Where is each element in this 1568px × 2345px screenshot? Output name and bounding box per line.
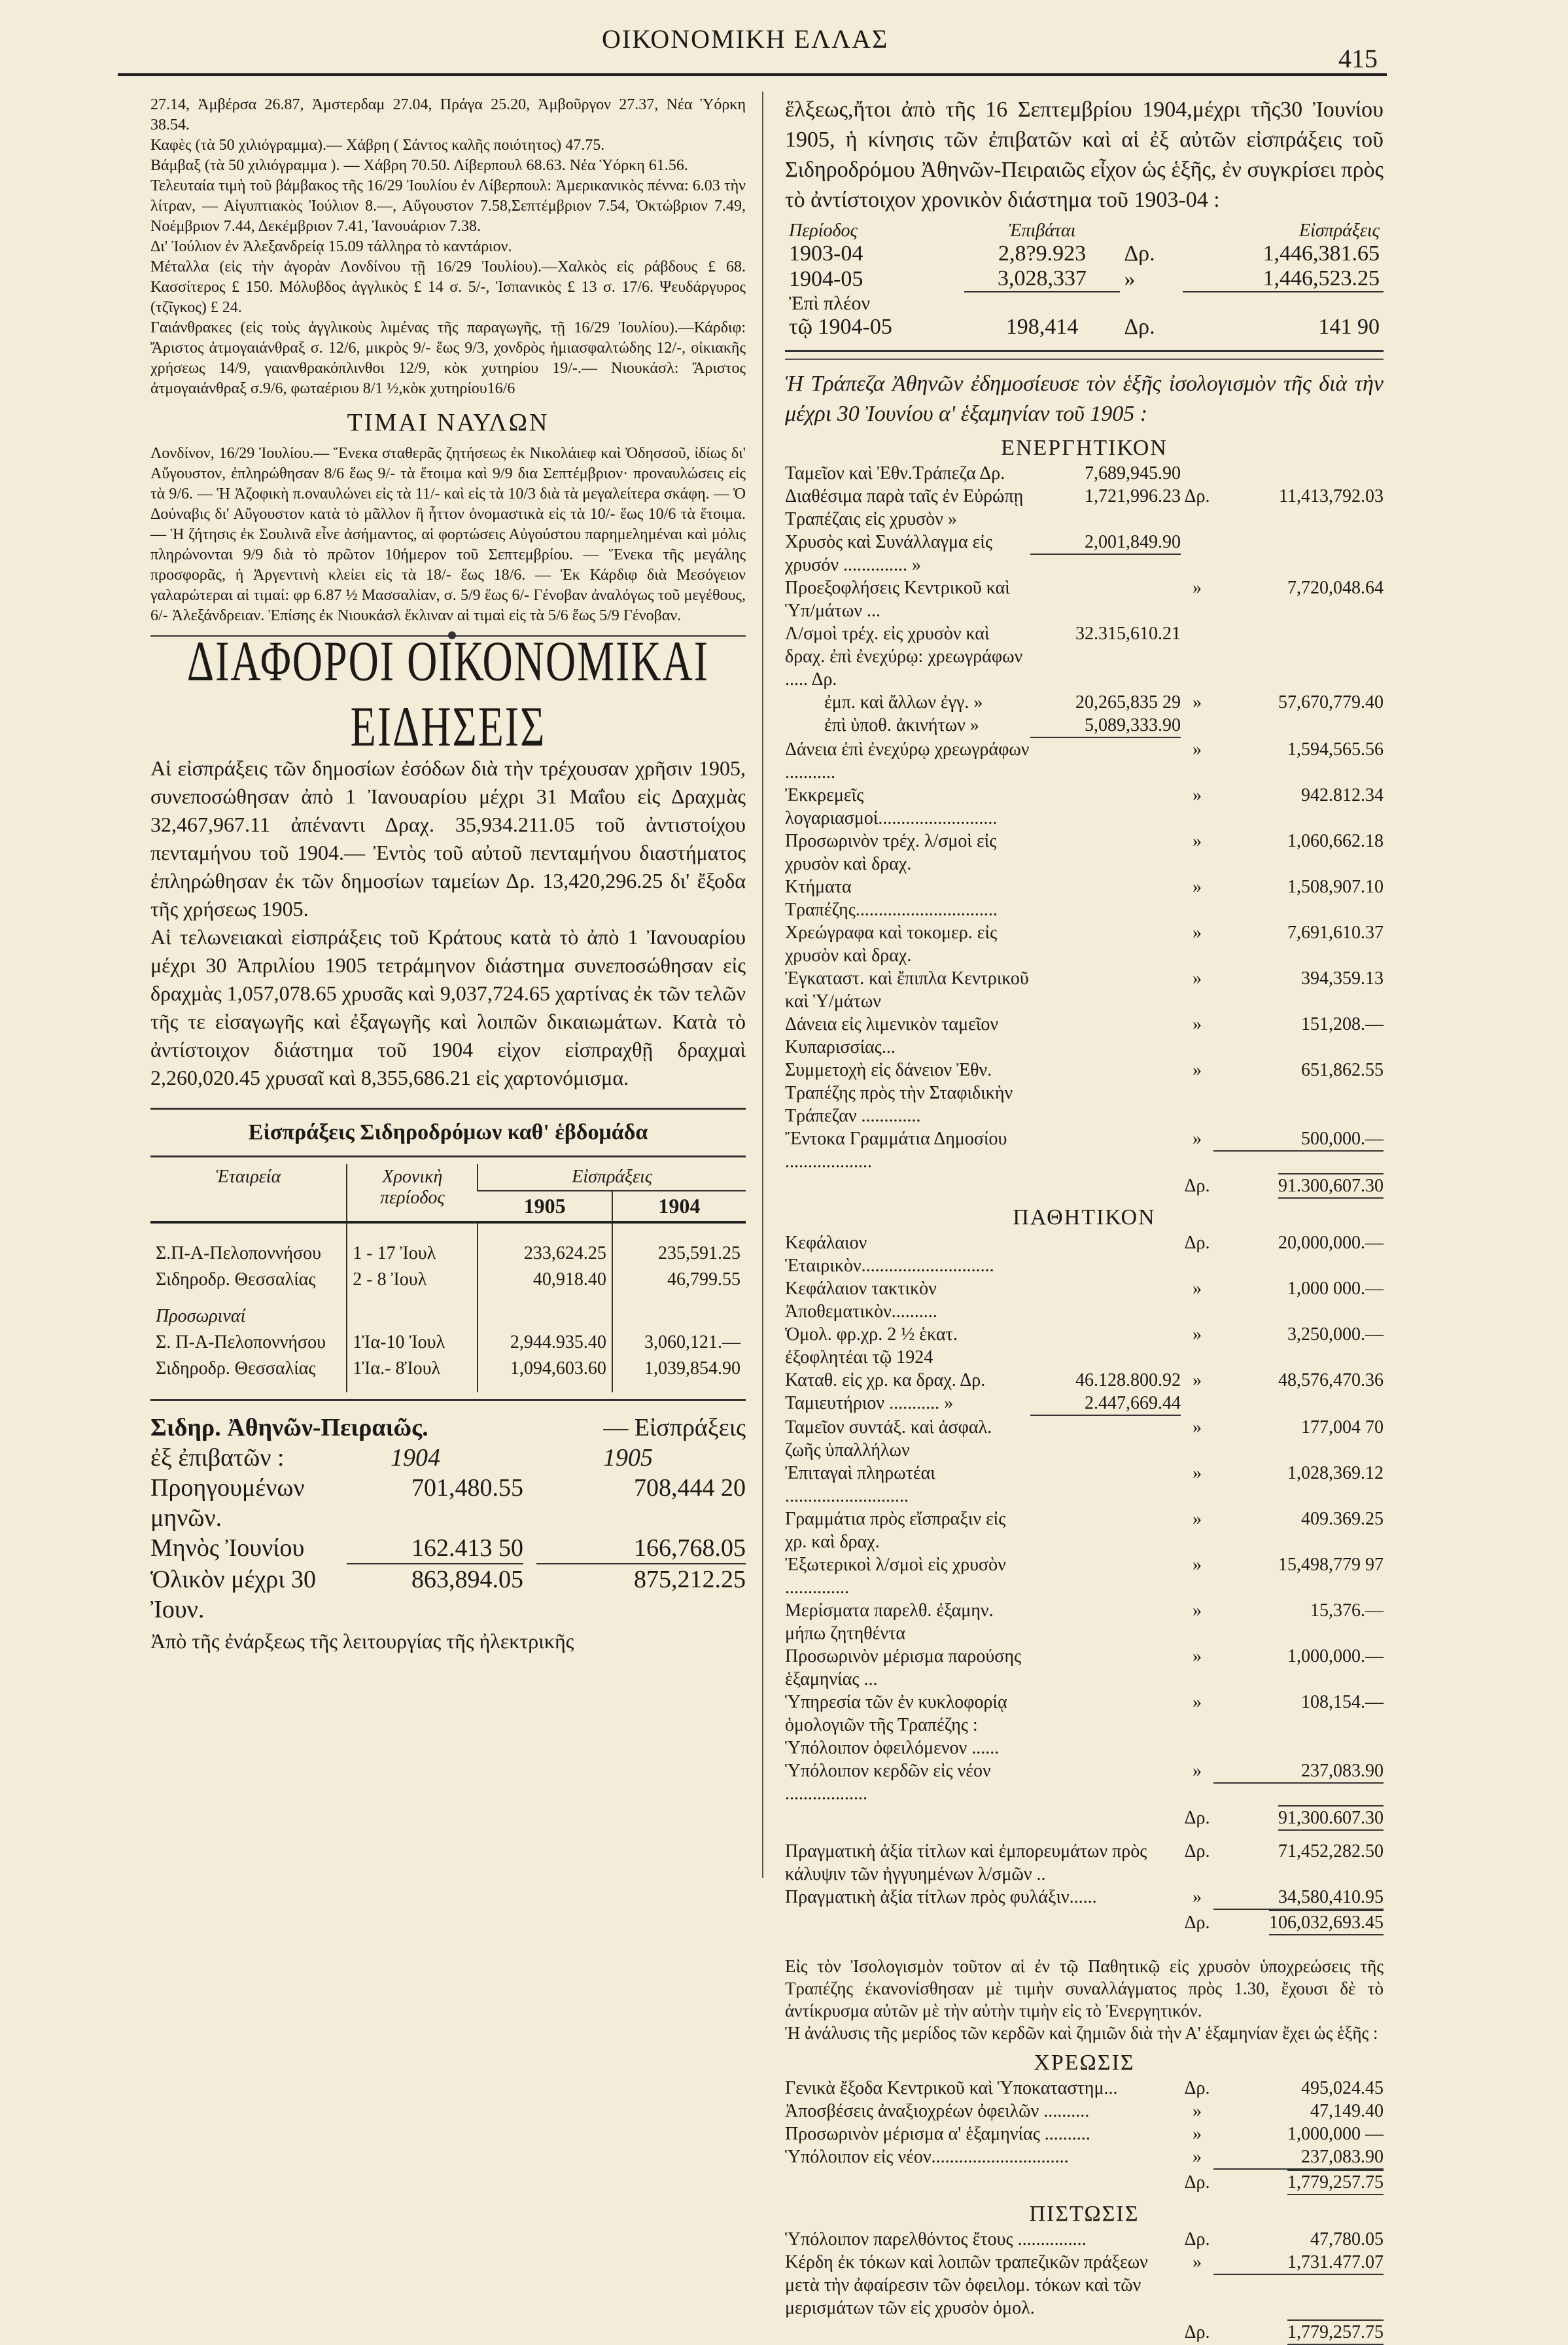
railway-receipts-table [150,1164,746,1392]
ledger-label: Δάνεια εἰς λιμενικὸν ταμεῖον Κυπαρισσίας... [785,1014,999,1057]
ledger-label: Ὑπόλοιπον εἰς νέον.............................. [785,2147,1069,2167]
ledger-currency: Δρ. [1184,2172,1210,2193]
header-rule [118,73,1387,76]
assets-ledger [785,462,1384,1199]
assets-heading: ΕΝΕΡΓΗΤΙΚΟΝ [1001,436,1168,460]
market-paragraph: Τελευταία τιμὴ τοῦ βάμβακος τῆς 16/29 Ἰουλίου ἐν Λίβερπουλ: Ἀμερικανικὸς πέννα: 6.03 τὴν λίτραν, — Αἰγυπτιακὸς Ἰούλιον 8.—, Αὔγουστον 7.58,Σεπτέμβριον 7.54, Ὀκτώβριον 7.49, Νοέμβριον 7.44, Δεκέμβριον 7.41, Ἰανουάριον 7.38. [150,177,746,235]
ledger-currency: » [1193,1887,1202,1907]
company-cell: Σ. Π-Α-Πελοποννήσου [156,1332,326,1352]
ledger-currency: » [1193,831,1202,851]
column-divider [762,92,763,1878]
ledger-label: Συμμετοχὴ εἰς δάνειον Ἐθν. Τραπέζης πρὸς τὴν Σταφιδικὴν Τράπεζαν ............. [785,1060,1013,1126]
rail-table-title: Εἰσπράξεις Σιδηροδρόμων καθ' ἑβδομάδα [248,1120,648,1144]
ledger-amount: 47,149.40 [1310,2101,1384,2121]
ledger-currency: » [1193,1370,1202,1390]
passengers-cell: 2,8?9.923 [998,241,1087,266]
market-paragraph: Γαιάνθρακες (εἰς τοὺς ἀγγλικοὺς λιμένας τῆς παραγωγῆς, τῇ 16/29 Ἰουλίου).—Κάρδιφ: Ἄριστος ἀτμογαιάνθραξ σ. 12/6, μικρὸς 9/- ἕως 9/3, χονδρὸς ἡμιασφαλτώδης 12/-, οἰκιακῆς χρήσεως 14/9, γαιανθρακόπλινθοι 12/9, κὸκ χυτηρίου 19/-.— Νιουκάσλ: Ἄριστος ἀτμογαιάνθραξ σ.9/6, φωταέριου 8/1 ½,κὸκ χυτηρίου16/6 [150,319,746,397]
value-cell: 235,591.25 [612,1222,746,1267]
table-top-rule [150,1108,746,1110]
athens-value: 162.413 50 [347,1533,523,1564]
ledger-row [785,1691,1384,1759]
company-cell: Σιδηροδρ. Θεσσαλίας [156,1358,316,1379]
receipts-cell: 141 90 [1318,315,1380,339]
ledger-row [785,738,1384,784]
ledger-amount: 942.812.34 [1301,785,1384,805]
athens-value: 875,212.25 [634,1566,746,1593]
ledger-currency: Δρ. [1184,1913,1210,1933]
year-label: 1905 [603,1444,653,1472]
credit-ledger [785,2228,1384,2345]
ledger-row [785,1369,1384,1392]
period-cell: 1Ἰα.- 8Ἰουλ [347,1356,478,1392]
table-row [785,292,1384,315]
ledger-amount: 1,000 000.— [1287,1278,1384,1299]
note-paragraph: Εἰς τὸν Ἰσολογισμὸν τοῦτον αἱ ἐν τῷ Παθητικῷ εἰς χρυσὸν ὑποχρεώσεις τῆς Τραπέζης ἐκανονίσθησαν μὲ τιμὴν συναλλάγματος πρὸς 1.30, ἔχουσι δὲ τὸ ἀντίκρυσμα αὐτῶν μὲ τὴν αὐτὴν τιμὴν εἰς τὸ Ἐνεργητικόν. [785,1956,1384,2020]
ledger-label: Κτήματα Τραπέζης............................... [785,877,998,920]
athens-tail: Ἀπὸ τῆς ἐνάρξεως τῆς λειτουργίας τῆς ἠλεκτρικῆς [150,1629,574,1653]
table-rule [150,1155,746,1157]
header-period: Χρονικὴ περίοδος [347,1164,478,1222]
right-column [785,95,1384,2345]
ledger-amount: 394,359.13 [1301,968,1384,989]
ledger-label: Ὑπόλοιπον παρελθόντος ἔτους ............... [785,2229,1087,2249]
ledger-label: Διαθέσιμα παρὰ ταῖς ἐν Εὐρώπῃ Τραπέζαις εἰς χρυσὸν » [785,486,1024,529]
athens-value: 166,768.05 [536,1533,746,1564]
ledger-currency: Δρ. [1184,2229,1210,2249]
ledger-subamount: 46.128.800.92 [1075,1370,1181,1390]
ledger-amount: 237,083.90 [1213,2145,1384,2170]
ledger-amount: 177,004 70 [1301,1417,1384,1437]
intro-paragraph: ἕλξεως,ἤτοι ἀπὸ τῆς 16 Σεπτεμβρίου 1904,μέχρι τῆς30 Ἰουνίου 1905, ἡ κίνησις τῶν ἐπιβατῶν καὶ αἱ ἐξ αὐτῶν εἰσπράξεις τοῦ Σιδηροδρόμου Ἀθηνῶν-Πειραιῶς εἶχον ὡς ἑξῆς, ἐν συγκρίσει πρὸς τὸ ἀντίστοιχον χρονικὸν διάστημα τοῦ 1903-04 : [785,97,1384,212]
ledger-row [785,1059,1384,1127]
athens-label: ἐξ ἐπιβατῶν : [150,1444,285,1472]
value-cell: 2,944.935.40 [478,1330,612,1356]
ledger-amount: 651,862.55 [1301,1060,1384,1080]
ledger-row [785,830,1384,875]
table-header-row [785,220,1384,241]
table-row [785,241,1384,266]
market-paragraph: Δι' Ἰούλιον ἐν Ἀλεξανδρείᾳ 15.09 τάλληρα τὸ καντάριον. [150,238,512,255]
section-banner: ΔΙΑΦΟΡΟΙ ΟΙΚΟΝΟΜΙΚΑΙ ΕΙΔΗΣΕΙΣ [186,629,710,758]
passengers-cell: 198,414 [1005,315,1079,339]
table-row [150,1222,746,1267]
debit-total: 1,779,257.75 [1287,2170,1384,2195]
ledger-amount: 34,580,410.95 [1213,1886,1384,1910]
ledger-label: Ταμεῖον καὶ Ἐθν.Τράπεζα Δρ. [785,463,1005,484]
ledger-subamount: 2.447,669.44 [1030,1392,1181,1416]
debit-heading: ΧΡΕΩΣΙΣ [1034,2051,1135,2075]
ledger-total-row [785,1805,1384,1831]
ledger-label: Καταθ. εἰς χρ. κα δραχ. Δρ. [785,1370,986,1390]
ledger-currency: » [1193,739,1202,760]
ledger-row [785,1553,1384,1599]
ledger-amount: 7,720,048.64 [1287,578,1384,598]
header-receipts: Εἰσπράξεις [478,1164,746,1191]
ledger-row [785,531,1384,576]
athens-title-row [150,1413,746,1443]
ledger-row [785,576,1384,622]
ledger-label: Ἐγκαταστ. καὶ ἔπιπλα Κεντρικοῦ καὶ Ὑ/μάτων [785,968,1029,1012]
athens-value: 708,444 20 [634,1474,746,1502]
ledger-row [785,1508,1384,1553]
period-cell: 1 - 17 Ἰουλ [347,1222,478,1267]
ledger-subamount: 20,265,835 29 [1075,692,1181,713]
ledger-currency: » [1193,1060,1202,1080]
value-cell: 3,060,121.— [612,1330,746,1356]
ledger-row [785,921,1384,967]
ledger-label: Ἀποσβέσεις ἀναξιοχρέων ὀφειλῶν .......... [785,2101,1090,2121]
ledger-label: Ἐπιταγαὶ πληρωτέαι ........................... [785,1463,935,1506]
ledger-label: ἐπὶ ὑποθ. ἀκινήτων » [824,715,979,735]
company-cell: Σ.Π-Α-Πελοποννήσου [156,1243,321,1263]
freight-heading: ΤΙΜΑΙ ΝΑΥΛΩΝ [347,409,549,436]
ledger-currency: » [1193,1324,1202,1345]
ledger-amount: 71,452,282.50 [1278,1841,1384,1861]
news-paragraph: Αἱ τελωνειακαὶ εἰσπράξεις τοῦ Κράτους κατὰ τὸ ἀπὸ 1 Ἰανουαρίου μέχρι 30 Ἀπριλίου 1905 τετράμηνον διάστημα συνεποσώθησαν εἰς δραχμὰς 1,057,078.65 χρυσᾶς καὶ 9,037,724.65 χαρτίνας ἐκ τῶν τελῶν τῆς τε εἰσαγωγῆς καὶ ἐξαγωγῆς καὶ λοιπῶν δικαιωμάτων. Κατὰ τὸ ἀντίστοιχον διάστημα τοῦ 1904 εἰχον εἰσπραχθῇ δραχμαὶ 2,260,020.45 χρυσαῖ καὶ 8,355,686.21 εἰς χαρτονόμισμα. [150,925,746,1089]
ledger-currency: » [1193,1692,1202,1712]
ledger-amount: 11,413,792.03 [1279,486,1384,506]
ledger-currency: Δρ. [1184,2322,1210,2342]
ledger-amount: 48,576,470.36 [1278,1370,1384,1390]
ledger-row [785,967,1384,1013]
ledger-label: Γραμμάτια πρὸς εἴσπραξιν εἰς χρ. καὶ δραχ. [785,1509,1006,1552]
ledger-currency: » [1193,968,1202,989]
ledger-row [785,2123,1384,2145]
credit-total: 1,779,257.75 [1287,2319,1384,2345]
athens-row-label: Προηγουμένων μηνῶν. [150,1474,305,1532]
debit-ledger [785,2077,1384,2195]
ledger-amount: 1,060,662.18 [1287,831,1384,851]
ledger-currency: » [1193,2147,1202,2167]
athens-value: 701,480.55 [411,1474,523,1502]
ledger-currency: » [1193,1555,1202,1575]
header-year: 1904 [612,1191,746,1222]
ledger-row [785,1645,1384,1691]
period-cell: 2 - 8 Ἰουλ [347,1267,478,1293]
ledger-amount: 57,670,779.40 [1278,692,1384,713]
market-paragraph: Καφὲς (τὰ 50 χιλιόγραμμα).— Χάβρη ( Σάντος καλῆς ποιότητος) 47.75. [150,137,605,154]
table-row [150,1330,746,1356]
ledger-currency: » [1193,1761,1202,1781]
table-row [150,1293,746,1330]
news-paragraph: Αἱ εἰσπράξεις τῶν δημοσίων ἐσόδων διὰ τὴν τρέχουσαν χρῆσιν 1905, συνεποσώθησαν ἀπὸ 1 Ἰανουαρίου μέχρι 31 Μαΐου εἰς Δραχμὰς 32,467,967.11 ἀπέναντι Δραχ. 35,934.211.05 τοῦ ἀντιστοίχου πενταμήνου τοῦ 1904.— Ἐντὸς τοῦ αὐτοῦ πενταμήνου διαστήματος ἐπληρώθησαν ἐκ τῶν δημοσίων ταμείων Δρ. 13,420,296.25 δι' ἔξοδα τῆς χρήσεως 1905. [150,756,746,921]
ledger-currency: » [1193,2252,1202,2272]
ledger-currency: » [1193,2101,1202,2121]
athens-piraeus-block [150,1413,746,1655]
ledger-row [785,2145,1384,2170]
ledger-currency: » [1193,1509,1202,1529]
value-cell: 46,799.55 [612,1267,746,1293]
ledger-label: Δάνεια ἐπὶ ἐνεχύρῳ χρεωγράφων ........... [785,739,1030,783]
ledger-amount: 20,000,000.— [1278,1233,1384,1253]
ledger-row [785,784,1384,830]
athens-row [150,1473,746,1533]
ledger-currency: Δρ. [1184,486,1210,506]
ledger-row [785,1886,1384,1910]
header-period: Περίοδος [789,220,858,241]
ledger-amount: 1,508,907.10 [1287,877,1384,897]
ledger-row [785,714,1384,738]
table-row [785,266,1384,292]
securities-ledger [785,1840,1384,1935]
ledger-label: Ὑπηρεσία τῶν ἐν κυκλοφορίᾳ ὁμολογιῶν τῆς Τραπέζης : Ὑπόλοιπον ὀφειλόμενον ...... [785,1692,1007,1758]
ledger-label: Πραγματικὴ ἀξία τίτλων καὶ ἐμπορευμάτων πρὸς κάλυψιν τῶν ἠγγυημένων λ/σμῶν .. [785,1841,1147,1884]
value-cell: 1,094,603.60 [478,1356,612,1392]
ledger-amount: 1,000,000 — [1287,2124,1384,2144]
receipts-cell: 1,446,523.25 [1183,266,1384,292]
ledger-label: Ταμιευτήριον ........... » [785,1393,954,1413]
ledger-row [785,1759,1384,1805]
liabilities-total: 91,300.607.30 [1278,1805,1384,1831]
ledger-row [785,1231,1384,1277]
ledger-currency: » [1193,692,1202,713]
table-row [150,1267,746,1293]
ledger-amount: 47,780.05 [1310,2229,1384,2249]
liabilities-ledger [785,1231,1384,1831]
ledger-row [785,1392,1384,1416]
ledger-label: Κεφάλαιον τακτικὸν Ἀποθεματικὸν.......... [785,1278,937,1322]
ledger-row [785,622,1384,691]
value-cell: 233,624.25 [478,1222,612,1267]
ledger-amount: 237,083.90 [1213,1759,1384,1784]
ledger-row [785,2100,1384,2123]
ledger-label: Προσωρινὸν μέρισμα α' ἑξαμηνίας .......... [785,2124,1090,2144]
ledger-currency: » [1193,1463,1202,1483]
ledger-row [785,462,1384,485]
period-cell: τῷ 1904-05 [789,315,892,339]
ledger-label: Ὑπόλοιπον κερδῶν εἰς νέον .................. [785,1761,991,1804]
ledger-row [785,1013,1384,1059]
ledger-amount: 1,731.477.07 [1213,2251,1384,2275]
ledger-label: Μερίσματα παρελθ. ἐξαμην. μήπω ζητηθέντα [785,1600,994,1644]
ledger-amount: 1,594,565.56 [1287,739,1384,760]
year-label: 1904 [391,1444,440,1472]
ledger-subamount: 2,001,849.90 [1030,531,1181,555]
ledger-row [785,1277,1384,1323]
ledger-currency: Δρ. [1184,1808,1210,1828]
ledger-currency: » [1193,1646,1202,1666]
ledger-amount: 409.369.25 [1301,1509,1384,1529]
period-cell: 1Ἰα-10 Ἰουλ [347,1330,478,1356]
header-receipts: Εἰσπράξεις [1298,220,1380,241]
ledger-amount: 1,000,000.— [1287,1646,1384,1666]
athens-row-label: Μηνὸς Ἰουνίου [150,1534,305,1562]
ledger-amount: 15,376.— [1310,1600,1384,1621]
ledger-row [785,1840,1384,1886]
ledger-row [785,2251,1384,2319]
market-prices [150,95,746,399]
header-company: Ἑταιρεία [216,1167,281,1187]
freight-paragraph: Λονδίνον, 16/29 Ἰουλίου.— Ἕνεκα σταθερᾶς ζητήσεως ἐκ Νικολάιεφ καὶ Ὀδησσοῦ, ἰδίως δι' Αὔγουστον, ἐπληρώθησαν 8/6 ἕως 9/- τὰ ἕτοιμα καὶ 9/9 δια Σεπτέμβριον· προναυλώσεις εἰς τὰ 9/6. — Ἡ Ἀζοφικὴ π.οναυλώνει εἰς τὰ 11/- καὶ εἰς τὰ 10/3 διὰ τὰ μεγαλείτερα σκάφη. — Ὁ Δούναβις δι' Αὔγουστον κατὰ τὸ μᾶλλον ἢ ἧττον ὀνομαστικὰ εἰς τὰ 10/- ἕως 10/6 τὰ ἕτοιμα. — Ἡ ζήτησις ἐκ Σουλινᾶ εἶνε ἀσήμαντος, αἱ φορτώσεις Αὐγούστου παρημελημέναι καὶ μόλις πληρώνονται 9/9 διὰ τὸ πρῶτον 10ήμερον τοῦ Σεπτεμβρίου. — Ἕνεκα τῆς μεγάλης προσφορᾶς, ἡ Ἀργεντινὴ κλείει εἰς τὰ 18/- ἕως 18/6. — Ἐκ Κάρδιφ διὰ Μεσόγειον γαλαρώτεραι αἱ τιμαί: φρ 6.87 ½ Μασσαλίαν, σ. 5/9 ἕως 6/- Γένοβαν ἀναλόγως τοῦ μεγέθους, 6/- Ἀλεξάνδρειαν. Ἐπίσης ἐκ Νιουκάσλ ἔκλιναν αἱ τιμαὶ εἰς τὰ 5/6 ἕως 5/9 Γένοβαν. [150,445,746,624]
ledger-currency: » [1193,578,1202,598]
ledger-subamount: 7,689,945.90 [1085,463,1181,484]
running-head: ΟΙΚΟΝΟΜΙΚΗ ΕΛΛΑΣ [602,24,889,54]
ledger-label: Ἐξωτερικοὶ λ/σμοὶ εἰς χρυσὸν .............. [785,1555,1006,1598]
period-cell: 1904-05 [789,266,863,291]
ledger-label: Κεφάλαιον Ἑταιρικὸν............................. [785,1233,994,1276]
ledger-total-row [785,2170,1384,2195]
liabilities-heading: ΠΑΘΗΤΙΚΟΝ [1013,1205,1156,1229]
athens-value: 863,894.05 [411,1566,523,1593]
ledger-label: Λ/σμοὶ τρέχ. εἰς χρυσὸν καὶ δραχ. ἐπὶ ἐνεχύρῳ: χρεωγράφων ..... Δρ. [785,624,1023,690]
ledger-currency: » [1193,1417,1202,1437]
company-cell: Σιδηροδρ. Θεσσαλίας [156,1269,316,1290]
ledger-currency: Δρ. [1184,1233,1210,1253]
table-row [150,1356,746,1392]
ledger-currency: » [1193,923,1202,943]
left-column [150,95,746,1655]
currency-cell: Δρ. [1124,241,1155,266]
ledger-row [785,875,1384,921]
ledger-row [785,1416,1384,1462]
ledger-label: Χρεώγραφα καὶ τοκομερ. εἰς χρυσὸν καὶ δραχ. [785,923,998,966]
ledger-row [785,1599,1384,1645]
ledger-amount: 108,154.— [1301,1692,1384,1712]
table-bottom-rule [150,1399,746,1401]
assets-total: 91.300,607.30 [1278,1173,1384,1199]
page-number: 415 [1338,44,1378,73]
athens-row [150,1564,746,1625]
passengers-cell: 3,028,337 [964,266,1121,292]
ledger-amount: 3,250,000.— [1287,1324,1384,1345]
ledger-row [785,1462,1384,1508]
ledger-currency: » [1193,1278,1202,1299]
header-passengers: Ἐπιβάται [1008,220,1076,241]
value-cell: 40,918.40 [478,1267,612,1293]
ledger-currency: Δρ. [1184,1841,1210,1861]
market-paragraph: Βάμβαξ (τὰ 50 χιλιόγραμμα ). — Χάβρη 70.50. Λίβερπουλ 68.63. Νέα Ὑόρκη 61.56. [150,157,688,174]
ledger-label: Πραγματικὴ ἀξία τίτλων πρὸς φυλάξιν...... [785,1887,1097,1907]
ledger-currency: Δρ. [1184,1176,1210,1196]
athens-row-label: Ὁλικὸν μέχρι 30 Ἰουν. [150,1566,316,1623]
ledger-amount: 500,000.— [1213,1127,1384,1152]
ledger-row [785,2228,1384,2251]
market-paragraph: 27.14, Ἀμβέρσα 26.87, Ἀμστερδαμ 27.04, Πράγα 25.20, Ἀμβοῦργον 27.37, Νέα Ὑόρκη 38.54. [150,96,746,133]
ledger-row [785,1127,1384,1173]
section-rule [785,350,1384,352]
ledger-row [785,2077,1384,2100]
ledger-total-row [785,1910,1384,1935]
ledger-amount: 15,498,779 97 [1278,1555,1384,1575]
ledger-amount: 1,028,369.12 [1287,1463,1384,1483]
ledger-subamount: 32.315,610.21 [1075,624,1181,644]
athens-years-row [150,1443,746,1473]
currency-cell: » [1124,266,1136,291]
athens-row [150,1533,746,1564]
table-row [785,315,1384,340]
ledger-label: Ὁμολ. φρ.χρ. 2 ½ ἑκατ. ἐξοφλητέαι τῷ 1924 [785,1324,958,1367]
ledger-currency: Δρ. [1184,2078,1210,2098]
ledger-total-row [785,1173,1384,1199]
ledger-currency: » [1193,1600,1202,1621]
ledger-label: Προσωρινὸν μέρισμα παρούσης ἑξαμηνίας ... [785,1646,1022,1689]
ledger-currency: » [1193,785,1202,805]
ledger-currency: » [1193,2124,1202,2144]
ledger-row [785,1323,1384,1369]
receipts-cell: 1,446,381.65 [1263,241,1380,266]
ledger-label: Ἐκκρεμεῖς λογαριασμοί.......................... [785,785,998,828]
section-rule [785,359,1384,360]
ledger-label: Ἔντοκα Γραμμάτια Δημοσίου ................... [785,1129,1007,1172]
passenger-table [785,220,1384,340]
ledger-amount: 151,208.— [1301,1014,1384,1034]
ledger-label: Ταμεῖον συντάξ. καὶ ἀσφαλ. ζωῆς ὑπαλλήλων [785,1417,992,1460]
extra-label: Ἐπὶ πλέον [789,292,871,314]
ledger-currency: » [1193,877,1202,897]
currency-cell: Δρ. [1124,315,1155,339]
ledger-currency: » [1193,1014,1202,1034]
ledger-subamount: 5,089,333.90 [1030,714,1181,738]
securities-total: 106,032,693.45 [1269,1910,1384,1935]
ledger-label: ἐμπ. καὶ ἄλλων ἐγγ. » [824,692,983,713]
ledger-amount: 7,691,610.37 [1287,923,1384,943]
ledger-label: Προσωρινὸν τρέχ. λ/σμοὶ εἰς χρυσὸν καὶ δραχ. [785,831,997,874]
provisional-label: Προσωριναί [156,1306,246,1326]
ledger-subamount: 1,721,996.23 [1085,486,1181,506]
bank-intro: Ἡ Τράπεζα Ἀθηνῶν ἐδημοσίευσε τὸν ἑξῆς ἰσολογισμὸν τῆς διὰ τὴν μέχρι 30 Ἰουνίου α' ἑξαμηνίαν τοῦ 1905 : [785,372,1384,426]
athens-title: Σιδηρ. Ἀθηνῶν-Πειραιῶς. [150,1414,428,1441]
ledger-label: Γενικὰ ἔξοδα Κεντρικοῦ καὶ Ὑποκαταστημ... [785,2078,1118,2098]
ledger-row [785,485,1384,531]
analysis-paragraph: Ἡ ἀνάλυσις τῆς μερίδος τῶν κερδῶν καὶ ζημιῶν διὰ τὴν Α' ἑξαμηνίαν ἔχει ὡς ἑξῆς : [785,2023,1378,2043]
period-cell: 1903-04 [789,241,863,266]
header-year: 1905 [478,1191,612,1222]
ledger-currency: » [1193,1129,1202,1149]
market-paragraph: Μέταλλα (εἰς τὴν ἀγορὰν Λονδίνου τῇ 16/29 Ἰουλίου).—Χαλκὸς εἰς ράβδους £ 68. Κασσίτερος £ 150. Μόλυβδος ἀγγλικὸς £ 14 σ. 5/-, Ἱσπανικὸς £ 13 σ. 17/6. Ψευδάργυρος (τζῖγκος) £ 24. [150,258,746,316]
athens-suffix: — Εἰσπράξεις [603,1414,746,1441]
credit-heading: ΠΙΣΤΩΣΙΣ [1029,2202,1140,2226]
ledger-label: Προεξοφλήσεις Κεντρικοῦ καὶ Ὑπ/μάτων ... [785,578,1010,621]
ledger-amount: 495,024.45 [1301,2078,1384,2098]
value-cell: 1,039,854.90 [612,1356,746,1392]
ledger-label: Κέρδη ἐκ τόκων καὶ λοιπῶν τραπεζικῶν πράξεων μετὰ τὴν ἀφαίρεσιν τῶν ὀφειλομ. τόκων καὶ τῶν μερισμάτων τῶν εἰς χρυσὸν ὁμολ. [785,2252,1148,2318]
ledger-total-row [785,2319,1384,2345]
ledger-row [785,691,1384,714]
ledger-label: Χρυσὸς καὶ Συνάλλαγμα εἰς χρυσόν .............. » [785,532,993,575]
